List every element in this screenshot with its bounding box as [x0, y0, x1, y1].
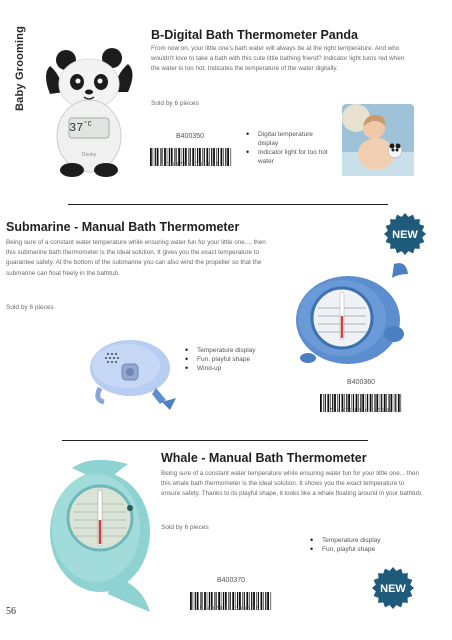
new-badge-label: NEW — [380, 583, 406, 595]
feature-item: • Fun, playful shape — [310, 545, 410, 554]
whale-thermometer-image — [42, 454, 158, 618]
product-description-panda: From now on, your little one's bath water will always be at the right temperature. And who wouldn't love to take a bath with this cute little bathing friend? Indicator light turns red when the water is too hot. Indicates the temperature of the water digitally. — [151, 45, 405, 73]
product-code-panda: B400350 — [175, 133, 205, 140]
product-code-submarine: B400360 — [346, 379, 376, 386]
feature-item: • Temperature display — [310, 536, 410, 545]
sold-by-whale: Sold by 6 pieces — [161, 524, 209, 531]
new-badge-label: NEW — [392, 229, 418, 241]
sold-by-panda: Sold by 6 pieces — [151, 100, 199, 107]
svg-text:Dooky: Dooky — [81, 152, 97, 158]
divider — [62, 440, 368, 441]
sold-by-submarine: Sold by 6 pieces — [6, 304, 54, 311]
reading-value: 37 — [69, 121, 84, 135]
product-code-whale: B400370 — [216, 577, 246, 584]
section-title: Baby Grooming — [14, 25, 26, 111]
barcode-number-whale: 5 407018 693535 — [200, 606, 260, 612]
product-title-whale: Whale - Manual Bath Thermometer — [161, 451, 367, 465]
submarine-back-image — [86, 328, 182, 416]
product-description-submarine: Being sure of a constant water temperature while ensuring water fun for your little one..., then this submarine bath thermometer is the ideal solution. It gives you the exact temperature to guarantee safety. At the bottom of the submarine you can also wind the propeller so that the submarine can float freely in the bathtub. — [6, 239, 266, 277]
submarine-thermometer-image — [284, 246, 414, 376]
barcode-number-submarine: 5 407018 693528 — [330, 408, 390, 414]
product-title-submarine: Submarine - Manual Bath Thermometer — [6, 220, 240, 234]
barcode-number-panda: 1 703754 001105 — [160, 162, 220, 168]
feature-list-panda — [246, 130, 332, 166]
feature-item: • Digital temperature display — [246, 130, 332, 148]
new-badge-icon — [371, 566, 415, 610]
reading-unit: °C — [83, 121, 92, 129]
product-title-panda: B-Digital Bath Thermometer Panda — [151, 28, 358, 42]
feature-item: • Temperature display — [185, 346, 275, 355]
panda-thermometer-image — [42, 44, 137, 179]
feature-item: • Fun, playful shape — [185, 355, 275, 364]
baby-bath-photo — [342, 104, 414, 176]
feature-item: • Indicator light for too hot water — [246, 148, 332, 166]
display-reading — [69, 121, 92, 135]
product-description-whale: Being sure of a constant water temperature while ensuring water fun for your little one... then this whale bath thermometer is the ideal solution. It shows you the exact temperature to ensure safety. Thanks to its playful shape, it looks like a whale floating around in your bathtub. — [161, 470, 423, 498]
feature-list-whale — [310, 536, 410, 554]
divider — [68, 204, 388, 205]
page-number: 56 — [6, 606, 16, 617]
feature-item: • Wind-up — [185, 364, 275, 373]
feature-list-submarine — [185, 346, 275, 373]
